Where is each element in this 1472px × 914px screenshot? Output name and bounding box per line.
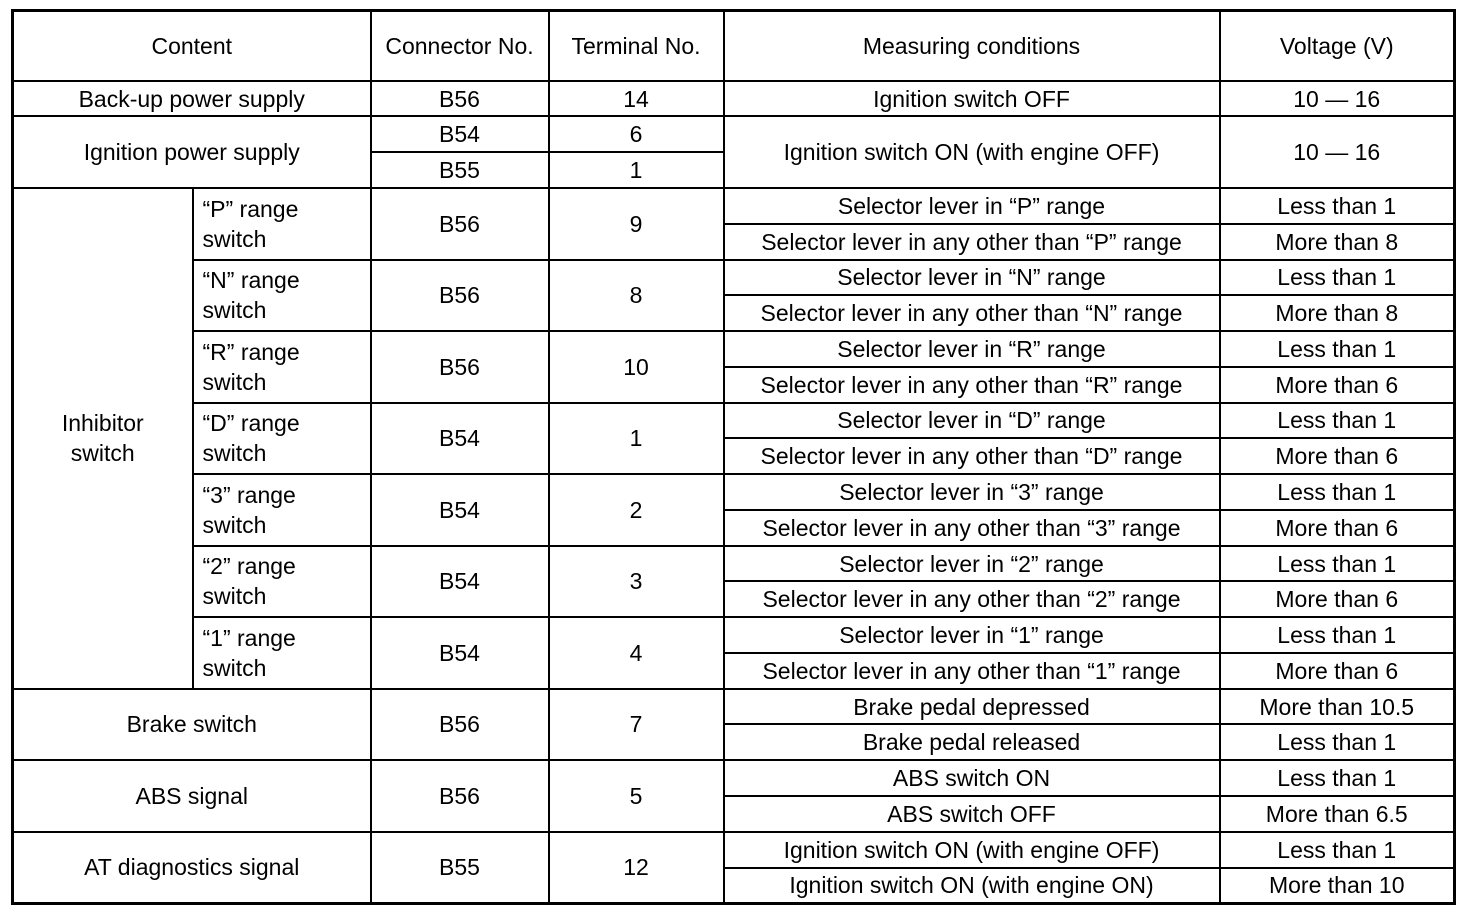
row-r-1 [13,331,1455,367]
r-voltage-1: Less than 1 [1220,331,1455,367]
p-voltage-2: More than 8 [1220,224,1455,260]
diag-condition-2: Ignition switch ON (with engine ON) [724,868,1220,904]
p-condition-2: Selector lever in any other than “P” range [724,224,1220,260]
range3-voltage-1: Less than 1 [1220,474,1455,510]
abs-label: ABS signal [13,760,371,832]
r-condition-1: Selector lever in “R” range [724,331,1220,367]
ignition-condition: Ignition switch ON (with engine OFF) [724,116,1220,188]
row-1-1 [13,617,1455,653]
d-condition-1: Selector lever in “D” range [724,403,1220,439]
range1-voltage-1: Less than 1 [1220,617,1455,653]
range2-condition-1: Selector lever in “2” range [724,546,1220,582]
n-switch-label: “N” range switch [193,260,371,332]
brake-condition-2: Brake pedal released [724,724,1220,760]
header-row [13,11,1455,81]
header-connector: Connector No. [371,11,549,81]
p-voltage-1: Less than 1 [1220,188,1455,224]
r-terminal: 10 [549,331,724,403]
n-voltage-1: Less than 1 [1220,260,1455,296]
brake-voltage-2: Less than 1 [1220,724,1455,760]
range3-condition-2: Selector lever in any other than “3” range [724,510,1220,546]
diag-condition-1: Ignition switch ON (with engine OFF) [724,832,1220,868]
brake-label: Brake switch [13,689,371,761]
row-3-1 [13,474,1455,510]
header-voltage: Voltage (V) [1220,11,1455,81]
brake-connector: B56 [371,689,549,761]
d-connector: B54 [371,403,549,475]
range3-connector: B54 [371,474,549,546]
p-condition-1: Selector lever in “P” range [724,188,1220,224]
diag-terminal: 12 [549,832,724,904]
d-condition-2: Selector lever in any other than “D” range [724,438,1220,474]
row-d-1 [13,403,1455,439]
abs-voltage-1: Less than 1 [1220,760,1455,796]
range1-connector: B54 [371,617,549,689]
range2-voltage-2: More than 6 [1220,581,1455,617]
diag-voltage-2: More than 10 [1220,868,1455,904]
d-voltage-1: Less than 1 [1220,403,1455,439]
ignition-voltage: 10 — 16 [1220,116,1455,188]
ignition-connector-1: B54 [371,116,549,152]
row-abs-1 [13,760,1455,796]
backup-voltage: 10 — 16 [1220,81,1455,117]
abs-connector: B56 [371,760,549,832]
range3-voltage-2: More than 6 [1220,510,1455,546]
range2-condition-2: Selector lever in any other than “2” range [724,581,1220,617]
r-connector: B56 [371,331,549,403]
ignition-connector-2: B55 [371,152,549,188]
abs-terminal: 5 [549,760,724,832]
terminal-voltage-table [11,9,1456,905]
row-p-1 [13,188,1455,224]
range2-switch-label: “2” range switch [193,546,371,618]
row-backup [13,81,1455,117]
ignition-label: Ignition power supply [13,116,371,188]
n-voltage-2: More than 8 [1220,295,1455,331]
n-connector: B56 [371,260,549,332]
range1-condition-2: Selector lever in any other than “1” range [724,653,1220,689]
d-terminal: 1 [549,403,724,475]
row-2-1 [13,546,1455,582]
abs-condition-1: ABS switch ON [724,760,1220,796]
abs-condition-2: ABS switch OFF [724,796,1220,832]
brake-terminal: 7 [549,689,724,761]
n-terminal: 8 [549,260,724,332]
backup-condition: Ignition switch OFF [724,81,1220,117]
range3-condition-1: Selector lever in “3” range [724,474,1220,510]
ignition-terminal-1: 6 [549,116,724,152]
diag-connector: B55 [371,832,549,904]
header-content: Content [13,11,371,81]
backup-terminal: 14 [549,81,724,117]
backup-label: Back-up power supply [13,81,371,117]
range2-terminal: 3 [549,546,724,618]
range1-switch-label: “1” range switch [193,617,371,689]
range2-connector: B54 [371,546,549,618]
r-condition-2: Selector lever in any other than “R” range [724,367,1220,403]
n-condition-1: Selector lever in “N” range [724,260,1220,296]
row-n-1 [13,260,1455,296]
d-voltage-2: More than 6 [1220,438,1455,474]
row-ignition-1 [13,116,1455,152]
header-conditions: Measuring conditions [724,11,1220,81]
range1-condition-1: Selector lever in “1” range [724,617,1220,653]
row-brake-1 [13,689,1455,725]
row-diag-1 [13,832,1455,868]
p-switch-label: “P” range switch [193,188,371,260]
diag-voltage-1: Less than 1 [1220,832,1455,868]
diag-label: AT diagnostics signal [13,832,371,904]
header-terminal: Terminal No. [549,11,724,81]
range3-terminal: 2 [549,474,724,546]
range1-terminal: 4 [549,617,724,689]
abs-voltage-2: More than 6.5 [1220,796,1455,832]
p-terminal: 9 [549,188,724,260]
brake-condition-1: Brake pedal depressed [724,689,1220,725]
ignition-terminal-2: 1 [549,152,724,188]
r-voltage-2: More than 6 [1220,367,1455,403]
range1-voltage-2: More than 6 [1220,653,1455,689]
inhibitor-label: Inhibitor switch [13,188,193,689]
range2-voltage-1: Less than 1 [1220,546,1455,582]
brake-voltage-1: More than 10.5 [1220,689,1455,725]
d-switch-label: “D” range switch [193,403,371,475]
range3-switch-label: “3” range switch [193,474,371,546]
r-switch-label: “R” range switch [193,331,371,403]
backup-connector: B56 [371,81,549,117]
p-connector: B56 [371,188,549,260]
n-condition-2: Selector lever in any other than “N” range [724,295,1220,331]
